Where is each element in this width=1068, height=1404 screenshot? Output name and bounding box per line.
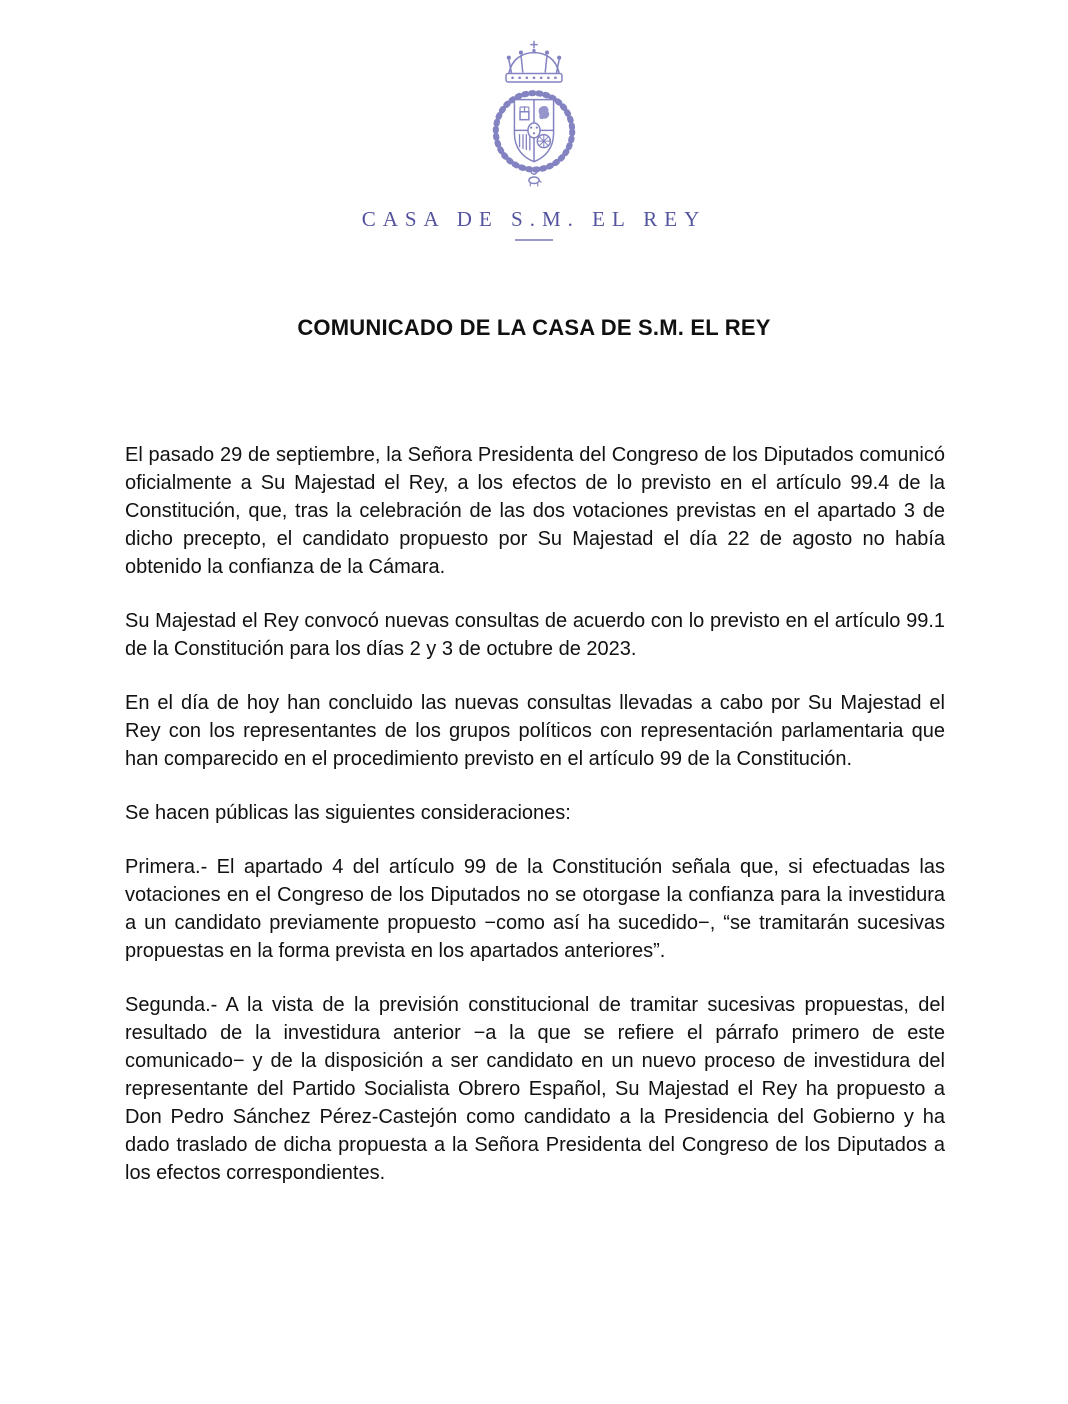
paragraph: Su Majestad el Rey convocó nuevas consultas de acuerdo con lo previsto en el artículo 99.1 de la Constitución para los días 2 y 3 de octubre de 2023. xyxy=(125,610,945,660)
paragraph: En el día de hoy han concluido las nuevas consultas llevadas a cabo por Su Majestad el Rey con los representantes de los grupos políticos con representación parlamentaria que han comparecido en el procedimiento previsto en el artículo 99 de la Constitución. xyxy=(125,692,945,770)
brand-underline xyxy=(515,239,553,241)
letterhead xyxy=(0,0,1068,241)
paragraph: Segunda.- A la vista de la previsión constitucional de tramitar sucesivas propuestas, del resultado de la investidura anterior −a la que se refiere el párrafo primero de este comunicado− y de la disposición a ser candidato en un nuevo proceso de investidura del representante del Partido Socialista Obrero Español, Su Majestad el Rey ha propuesto a Don Pedro Sánchez Pérez-Castejón como candidato a la Presidencia del Gobierno y ha dado traslado de dicha propuesta a la Señora Presidenta del Congreso de los Diputados a los efectos correspondientes. xyxy=(125,994,945,1184)
brand-text: CASA DE S.M. EL REY xyxy=(361,207,707,231)
paragraph: Primera.- El apartado 4 del artículo 99 de la Constitución señala que, si efectuadas las votaciones en el Congreso de los Diputados no se otorgase la confianza para la investidura a un candidato previamente propuesto −como así ha sucedido−, “se tramitarán sucesivas propuestas en la forma prevista en los apartados anteriores”. xyxy=(125,856,945,962)
document-body xyxy=(125,441,945,1187)
spanish-royal-coat-of-arms-icon xyxy=(0,40,1068,191)
paragraph: El pasado 29 de septiembre, la Señora Presidenta del Congreso de los Diputados comunicó oficialmente a Su Majestad el Rey, a los efectos de lo previsto en el artículo 99.4 de la Constitución, que, tras la celebración de las dos votaciones previstas en el apartado 3 de dicho precepto, el candidato propuesto por Su Majestad el día 22 de agosto no había obtenido la confianza de la Cámara. xyxy=(125,444,945,578)
paragraph: Se hacen públicas las siguientes consideraciones: xyxy=(125,802,571,824)
document-title: COMUNICADO DE LA CASA DE S.M. EL REY xyxy=(297,315,771,340)
